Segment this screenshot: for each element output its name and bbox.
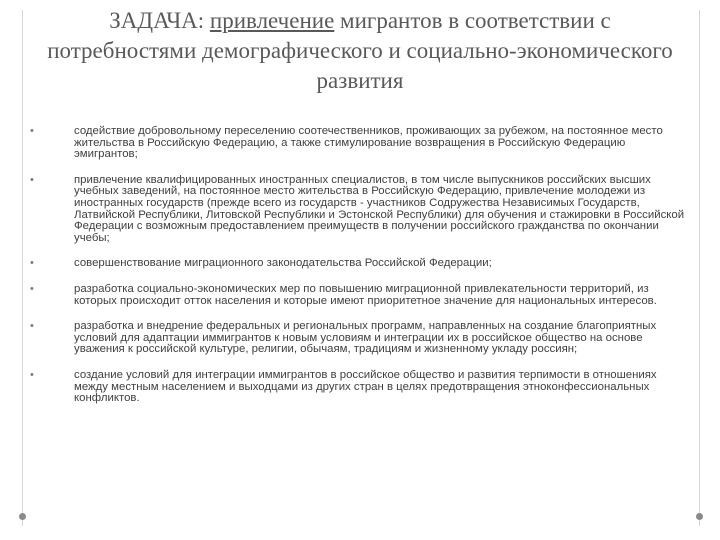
list-item [30,126,692,161]
list-item-text: разработка и внедрение федеральных и региональных программ, направленных на создание благоприятных условий для адаптации иммигрантов к новым условиям и интеграции их в российское общество на основе уважения к российской культуре, религии, обычаям, традициям и жизненному укладу россиян; [74,320,657,356]
list-item-text: разработка социально-экономических мер по повышению миграционной привлекательности территорий, из которых происходит отток населения и которые имеют приоритетное значение для национальных интересов. [74,282,657,307]
bullet-icon: • [30,320,34,333]
list-item-text: создание условий для интеграции иммигрантов в российское общество и развития терпимости в отношениях между местным населением и выходцами из других стран в целях предотвращения этноконфессиональных конфликтов. [74,368,657,405]
bullet-icon: • [30,173,34,186]
bullet-icon: • [30,125,34,137]
bullet-icon: • [30,257,34,270]
list-item [30,258,692,270]
bottom-left-dot [19,513,26,520]
slide-title [40,6,680,96]
title-emphasis: привлечение [209,8,335,33]
list-item [30,370,692,405]
left-frame-line [22,10,23,526]
list-item [30,175,692,245]
title-lead: ЗАДАЧА: [109,8,205,33]
list-item-text: совершенствование миграционного законодательства Российской Федерации; [74,257,492,270]
bottom-right-dot [696,513,703,520]
list-item [30,321,692,356]
bullet-icon: • [30,368,34,381]
task-list [30,126,692,419]
list-item-text: содействие добровольному переселению соотечественников, проживающих за рубежом, на постоянное место жительства в Российскую Федерацию, а также стимулирование возвращения в Российскую Федерацию эмигрантов; [74,125,663,161]
list-item [30,284,692,307]
title-rest: мигрантов в соответствии с потребностями демографического и социально-экономического развития [47,8,673,93]
list-item-text: привлечение квалифицированных иностранных специалистов, в том числе выпускников российских высших учебных заведений, на постоянное место жительства в Российскую Федерацию, привлечение молодежи из иностранных государств (прежде всего из государств - участников Содружества Независимых Государств, Латвийской Республики, Литовской Республики и Эстонской Республики) для обучения и стажировки в Российской Федерации с возможным предоставлением преимуществ в получении российского гражданства по окончании учебы; [74,173,685,244]
bullet-icon: • [30,282,34,295]
right-frame-line [699,10,700,526]
